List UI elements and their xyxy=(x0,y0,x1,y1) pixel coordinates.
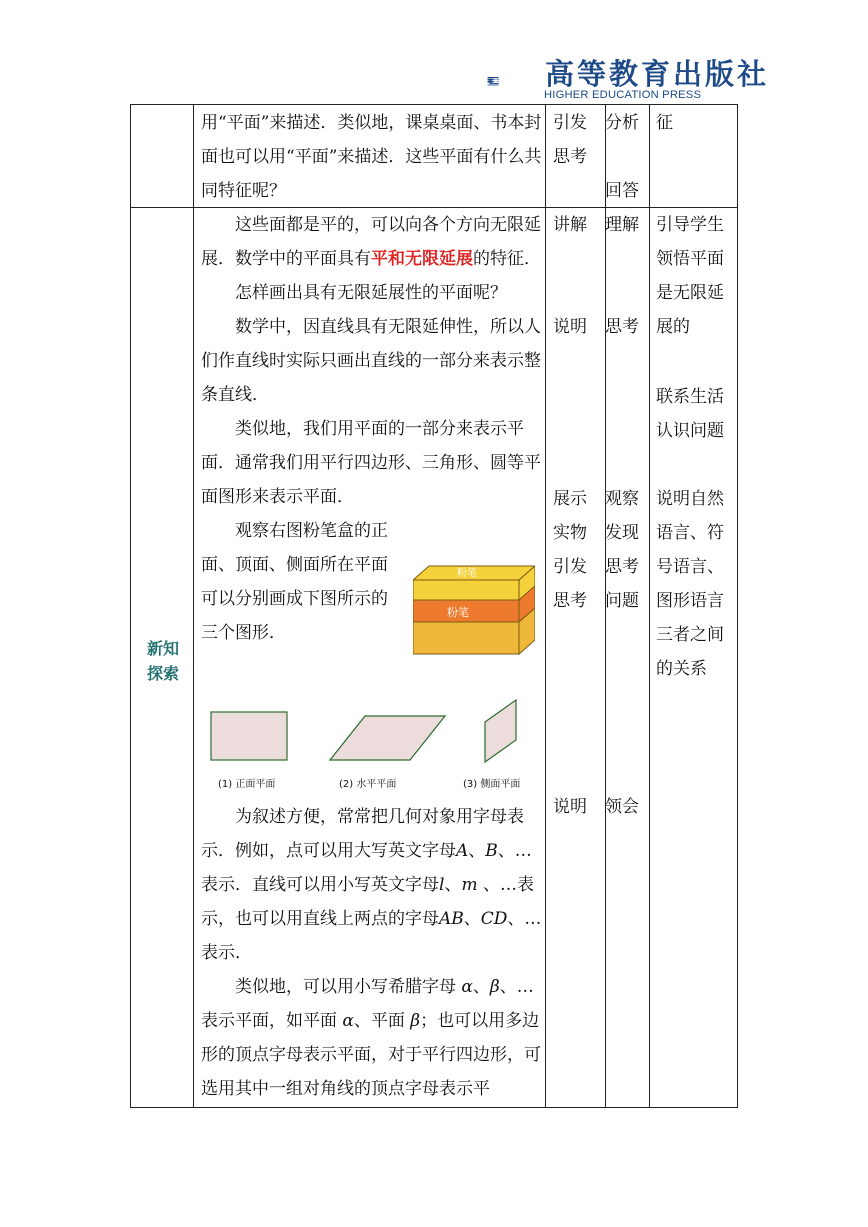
caption-side-plane: (3) 侧面平面 xyxy=(463,779,521,790)
letter-A: A xyxy=(456,841,469,861)
p6-text: 、…表示． xyxy=(201,909,542,963)
section-label-line: 新知 xyxy=(146,639,179,658)
p7-text: ；也可以用多边形的顶点字母表示平面，对于平行四边形，可选用其中一组对角线的顶点字母表示平 xyxy=(201,1011,541,1099)
intent-item: 图形语言 xyxy=(656,591,724,611)
paragraph-6 xyxy=(201,800,543,970)
horizontal-plane-shape xyxy=(330,716,445,760)
p7-text: 类似地，可以用小写希腊字母 xyxy=(235,977,462,997)
chalk-box-illustration xyxy=(413,564,535,656)
publisher-name-cn: 高等教育出版社 xyxy=(545,57,770,91)
teacher-item: 说明 xyxy=(553,317,587,337)
p1-text-end: 的特征． xyxy=(473,249,541,269)
paragraph-1 xyxy=(201,208,543,276)
greek-beta: β xyxy=(489,977,500,997)
p1-emphasis: 平和无限延展 xyxy=(371,249,473,269)
row1-student xyxy=(605,106,639,208)
section-label-line: 探索 xyxy=(146,664,179,683)
letter-B: B xyxy=(485,841,498,861)
teacher-item: 实物 xyxy=(553,523,587,543)
p6-sep: 、 xyxy=(444,875,462,895)
row1-student-line: 分析 xyxy=(605,113,639,133)
paragraph-4: 类似地，我们用平面的一部分来表示平面．通常我们用平行四边形、三角形、圆等平面图形来表示平面． xyxy=(201,419,541,507)
letter-m: m xyxy=(461,875,478,895)
row1-student-line xyxy=(605,140,639,174)
paragraph-3: 数学中，因直线具有无限延伸性，所以人们作直线时实际只画出直线的一部分来表示整条直线． xyxy=(201,317,541,405)
row1-intent xyxy=(656,106,673,140)
intent-item: 的关系 xyxy=(656,659,707,679)
paragraph-7 xyxy=(201,970,543,1106)
p6-text: 为叙述方便，常常把几何对象用字母表示．例如，点可以用大写英文字母 xyxy=(201,807,524,861)
p6-text: 、…表示，也可以用直线上两点的字母 xyxy=(201,875,534,929)
main-content-lower xyxy=(201,800,543,1106)
letters-CD: CD xyxy=(480,909,508,929)
letter-l: l xyxy=(439,875,445,895)
intent-item: 展的 xyxy=(656,317,690,337)
greek-alpha: α xyxy=(342,1011,354,1031)
row1-teacher-line: 引发 xyxy=(553,113,587,133)
letters-AB: AB xyxy=(439,909,464,929)
intent-item: 领悟平面 xyxy=(656,249,724,269)
plane-shapes xyxy=(205,698,525,764)
intent-item: 联系生活 xyxy=(656,387,724,407)
student-item: 思考 xyxy=(605,317,639,337)
box-front-label: 粉笔 xyxy=(447,606,469,619)
p7-sep: 、 xyxy=(472,977,490,997)
student-item: 理解 xyxy=(605,215,639,235)
box-top-label: 粉笔 xyxy=(457,568,477,579)
p1-text: 这些面都是平的，可以向各个方向无限延展．数学中的平面具有 xyxy=(201,215,541,269)
student-item: 领会 xyxy=(605,797,639,817)
intent-item: 三者之间 xyxy=(656,625,724,645)
p6-sep: 、 xyxy=(463,909,481,929)
teacher-item: 思考 xyxy=(553,591,587,611)
p6-sep: 、 xyxy=(468,841,486,861)
greek-alpha: α xyxy=(461,977,473,997)
row1-teacher xyxy=(553,106,587,174)
p7-text: 、…表示平面，如平面 xyxy=(201,977,534,1031)
p7-text: 、平面 xyxy=(353,1011,411,1031)
teacher-item: 说明 xyxy=(553,797,587,817)
teacher-item: 引发 xyxy=(553,557,587,577)
publisher-name-en: HIGHER EDUCATION PRESS xyxy=(544,89,702,101)
row1-teacher-line: 思考 xyxy=(553,147,587,167)
teacher-item: 展示 xyxy=(553,489,587,509)
intent-item: 是无限延 xyxy=(656,283,724,303)
intent-item: 引导学生 xyxy=(656,215,724,235)
intent-item: 认识问题 xyxy=(656,421,724,441)
student-item: 思考 xyxy=(605,557,639,577)
section-label xyxy=(141,636,185,686)
paragraph-2: 怎样画出具有无限延展性的平面呢？ xyxy=(235,283,507,303)
caption-horizontal-plane: (2) 水平平面 xyxy=(339,779,397,790)
row1-content: 用“平面”来描述．类似地，课桌桌面、书本封面也可以用“平面”来描述．这些平面有什么共同特征呢？ xyxy=(201,113,542,201)
paragraph-5: 观察右图粉笔盒的正面、顶面、侧面所在平面可以分别画成下图所示的三个图形． xyxy=(201,521,388,643)
greek-beta: β xyxy=(410,1011,421,1031)
intent-item: 语言、符 xyxy=(656,523,724,543)
front-plane-shape xyxy=(211,712,287,760)
student-item: 观察 xyxy=(605,489,639,509)
student-item: 发现 xyxy=(605,523,639,543)
intent-item: 说明自然 xyxy=(656,489,724,509)
row1-intent-line: 征 xyxy=(656,113,673,133)
side-plane-shape xyxy=(485,700,516,762)
teacher-item: 讲解 xyxy=(553,215,587,235)
p6-text: 、…表示．直线可以用小写英文字母 xyxy=(201,841,532,895)
row1-student-line: 回答 xyxy=(605,181,639,201)
student-item: 问题 xyxy=(605,591,639,611)
intent-item: 号语言、 xyxy=(656,557,724,577)
publisher-logo-icon xyxy=(487,58,543,104)
caption-front-plane: (1) 正面平面 xyxy=(218,779,276,790)
